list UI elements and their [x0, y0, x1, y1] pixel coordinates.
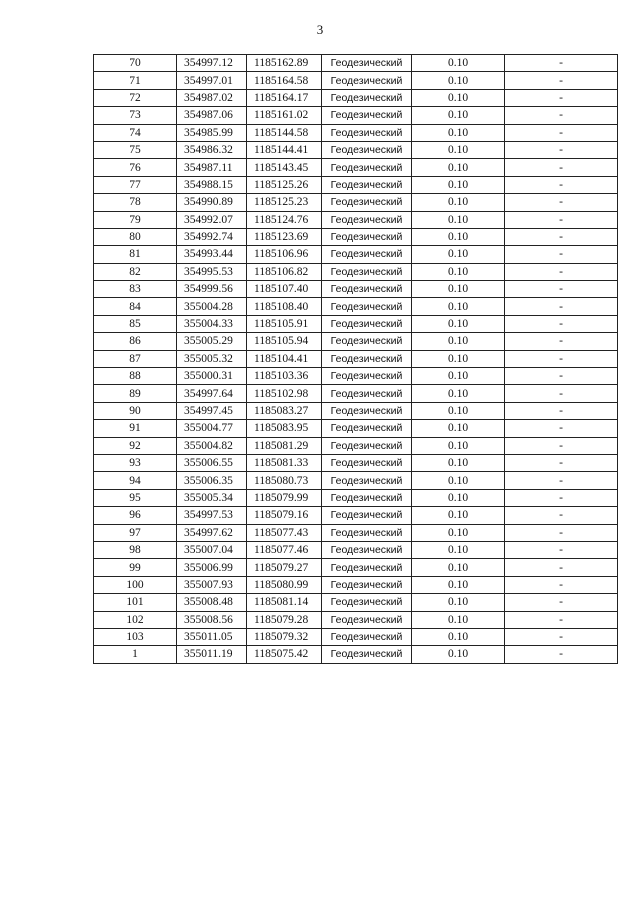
y-coordinate-cell: 1185123.69	[247, 228, 322, 245]
table-row	[94, 576, 618, 593]
point-number-cell: 101	[94, 594, 177, 611]
y-coordinate-cell: 1185164.17	[247, 89, 322, 106]
accuracy-cell: 0.10	[412, 541, 505, 558]
note-cell: -	[505, 107, 618, 124]
method-cell: Геодезический	[322, 194, 412, 211]
x-coordinate-cell: 355011.19	[177, 646, 247, 663]
method-cell: Геодезический	[322, 72, 412, 89]
point-number-cell: 81	[94, 246, 177, 263]
table-row	[94, 385, 618, 402]
note-cell: -	[505, 263, 618, 280]
table-row	[94, 559, 618, 576]
note-cell: -	[505, 646, 618, 663]
accuracy-cell: 0.10	[412, 559, 505, 576]
method-cell: Геодезический	[322, 228, 412, 245]
note-cell: -	[505, 541, 618, 558]
accuracy-cell: 0.10	[412, 315, 505, 332]
table-row	[94, 281, 618, 298]
method-cell: Геодезический	[322, 368, 412, 385]
method-cell: Геодезический	[322, 298, 412, 315]
table-row	[94, 246, 618, 263]
note-cell: -	[505, 611, 618, 628]
table-row	[94, 141, 618, 158]
y-coordinate-cell: 1185143.45	[247, 159, 322, 176]
method-cell: Геодезический	[322, 315, 412, 332]
x-coordinate-cell: 354997.62	[177, 524, 247, 541]
table-row	[94, 594, 618, 611]
point-number-cell: 76	[94, 159, 177, 176]
accuracy-cell: 0.10	[412, 176, 505, 193]
method-cell: Геодезический	[322, 281, 412, 298]
x-coordinate-cell: 355008.56	[177, 611, 247, 628]
y-coordinate-cell: 1185103.36	[247, 368, 322, 385]
accuracy-cell: 0.10	[412, 298, 505, 315]
table-row	[94, 89, 618, 106]
point-number-cell: 72	[94, 89, 177, 106]
table-row	[94, 315, 618, 332]
table-row	[94, 228, 618, 245]
x-coordinate-cell: 354997.45	[177, 402, 247, 419]
note-cell: -	[505, 246, 618, 263]
note-cell: -	[505, 472, 618, 489]
y-coordinate-cell: 1185079.99	[247, 489, 322, 506]
point-number-cell: 87	[94, 350, 177, 367]
table-row	[94, 646, 618, 663]
x-coordinate-cell: 354997.12	[177, 55, 247, 72]
method-cell: Геодезический	[322, 159, 412, 176]
x-coordinate-cell: 354997.01	[177, 72, 247, 89]
point-number-cell: 91	[94, 420, 177, 437]
x-coordinate-cell: 354990.89	[177, 194, 247, 211]
accuracy-cell: 0.10	[412, 368, 505, 385]
y-coordinate-cell: 1185125.23	[247, 194, 322, 211]
y-coordinate-cell: 1185107.40	[247, 281, 322, 298]
y-coordinate-cell: 1185102.98	[247, 385, 322, 402]
accuracy-cell: 0.10	[412, 211, 505, 228]
method-cell: Геодезический	[322, 211, 412, 228]
accuracy-cell: 0.10	[412, 594, 505, 611]
x-coordinate-cell: 354987.06	[177, 107, 247, 124]
accuracy-cell: 0.10	[412, 55, 505, 72]
table-row	[94, 524, 618, 541]
y-coordinate-cell: 1185144.41	[247, 141, 322, 158]
x-coordinate-cell: 354999.56	[177, 281, 247, 298]
table-row	[94, 628, 618, 645]
y-coordinate-cell: 1185081.14	[247, 594, 322, 611]
y-coordinate-cell: 1185106.96	[247, 246, 322, 263]
note-cell: -	[505, 315, 618, 332]
table-row	[94, 176, 618, 193]
table-row	[94, 72, 618, 89]
y-coordinate-cell: 1185125.26	[247, 176, 322, 193]
accuracy-cell: 0.10	[412, 437, 505, 454]
method-cell: Геодезический	[322, 489, 412, 506]
point-number-cell: 99	[94, 559, 177, 576]
x-coordinate-cell: 354988.15	[177, 176, 247, 193]
accuracy-cell: 0.10	[412, 524, 505, 541]
x-coordinate-cell: 354997.64	[177, 385, 247, 402]
coordinates-table	[93, 54, 618, 664]
note-cell: -	[505, 594, 618, 611]
accuracy-cell: 0.10	[412, 159, 505, 176]
method-cell: Геодезический	[322, 402, 412, 419]
accuracy-cell: 0.10	[412, 507, 505, 524]
point-number-cell: 97	[94, 524, 177, 541]
table-row	[94, 368, 618, 385]
table-row	[94, 454, 618, 471]
note-cell: -	[505, 72, 618, 89]
accuracy-cell: 0.10	[412, 350, 505, 367]
point-number-cell: 88	[94, 368, 177, 385]
y-coordinate-cell: 1185079.32	[247, 628, 322, 645]
table-row	[94, 211, 618, 228]
method-cell: Геодезический	[322, 141, 412, 158]
method-cell: Геодезический	[322, 646, 412, 663]
y-coordinate-cell: 1185080.99	[247, 576, 322, 593]
note-cell: -	[505, 228, 618, 245]
method-cell: Геодезический	[322, 576, 412, 593]
y-coordinate-cell: 1185108.40	[247, 298, 322, 315]
method-cell: Геодезический	[322, 246, 412, 263]
note-cell: -	[505, 281, 618, 298]
x-coordinate-cell: 354993.44	[177, 246, 247, 263]
table-row	[94, 263, 618, 280]
point-number-cell: 90	[94, 402, 177, 419]
x-coordinate-cell: 355005.34	[177, 489, 247, 506]
point-number-cell: 82	[94, 263, 177, 280]
x-coordinate-cell: 354992.74	[177, 228, 247, 245]
x-coordinate-cell: 355007.93	[177, 576, 247, 593]
x-coordinate-cell: 355006.35	[177, 472, 247, 489]
table-row	[94, 489, 618, 506]
accuracy-cell: 0.10	[412, 281, 505, 298]
x-coordinate-cell: 355004.82	[177, 437, 247, 454]
table-row	[94, 298, 618, 315]
point-number-cell: 1	[94, 646, 177, 663]
point-number-cell: 95	[94, 489, 177, 506]
method-cell: Геодезический	[322, 524, 412, 541]
y-coordinate-cell: 1185162.89	[247, 55, 322, 72]
note-cell: -	[505, 350, 618, 367]
method-cell: Геодезический	[322, 89, 412, 106]
table-row	[94, 472, 618, 489]
note-cell: -	[505, 159, 618, 176]
accuracy-cell: 0.10	[412, 646, 505, 663]
accuracy-cell: 0.10	[412, 194, 505, 211]
point-number-cell: 102	[94, 611, 177, 628]
accuracy-cell: 0.10	[412, 124, 505, 141]
point-number-cell: 85	[94, 315, 177, 332]
accuracy-cell: 0.10	[412, 402, 505, 419]
table-row	[94, 437, 618, 454]
method-cell: Геодезический	[322, 472, 412, 489]
table-row	[94, 350, 618, 367]
x-coordinate-cell: 354986.32	[177, 141, 247, 158]
x-coordinate-cell: 355004.33	[177, 315, 247, 332]
accuracy-cell: 0.10	[412, 385, 505, 402]
method-cell: Геодезический	[322, 263, 412, 280]
accuracy-cell: 0.10	[412, 489, 505, 506]
method-cell: Геодезический	[322, 507, 412, 524]
y-coordinate-cell: 1185105.91	[247, 315, 322, 332]
x-coordinate-cell: 354997.53	[177, 507, 247, 524]
table-row	[94, 124, 618, 141]
y-coordinate-cell: 1185161.02	[247, 107, 322, 124]
note-cell: -	[505, 141, 618, 158]
y-coordinate-cell: 1185080.73	[247, 472, 322, 489]
point-number-cell: 77	[94, 176, 177, 193]
point-number-cell: 86	[94, 333, 177, 350]
y-coordinate-cell: 1185079.27	[247, 559, 322, 576]
note-cell: -	[505, 368, 618, 385]
note-cell: -	[505, 489, 618, 506]
point-number-cell: 98	[94, 541, 177, 558]
y-coordinate-cell: 1185081.29	[247, 437, 322, 454]
y-coordinate-cell: 1185083.27	[247, 402, 322, 419]
x-coordinate-cell: 355004.28	[177, 298, 247, 315]
accuracy-cell: 0.10	[412, 141, 505, 158]
note-cell: -	[505, 402, 618, 419]
point-number-cell: 71	[94, 72, 177, 89]
method-cell: Геодезический	[322, 594, 412, 611]
y-coordinate-cell: 1185104.41	[247, 350, 322, 367]
point-number-cell: 73	[94, 107, 177, 124]
y-coordinate-cell: 1185079.28	[247, 611, 322, 628]
point-number-cell: 80	[94, 228, 177, 245]
table-row	[94, 159, 618, 176]
note-cell: -	[505, 437, 618, 454]
x-coordinate-cell: 354995.53	[177, 263, 247, 280]
accuracy-cell: 0.10	[412, 263, 505, 280]
method-cell: Геодезический	[322, 437, 412, 454]
accuracy-cell: 0.10	[412, 420, 505, 437]
y-coordinate-cell: 1185106.82	[247, 263, 322, 280]
method-cell: Геодезический	[322, 541, 412, 558]
note-cell: -	[505, 89, 618, 106]
table-row	[94, 194, 618, 211]
y-coordinate-cell: 1185083.95	[247, 420, 322, 437]
note-cell: -	[505, 385, 618, 402]
point-number-cell: 93	[94, 454, 177, 471]
page-number: 3	[316, 22, 324, 37]
point-number-cell: 70	[94, 55, 177, 72]
table-row	[94, 55, 618, 72]
point-number-cell: 89	[94, 385, 177, 402]
method-cell: Геодезический	[322, 611, 412, 628]
method-cell: Геодезический	[322, 176, 412, 193]
table-row	[94, 507, 618, 524]
method-cell: Геодезический	[322, 55, 412, 72]
note-cell: -	[505, 298, 618, 315]
note-cell: -	[505, 55, 618, 72]
x-coordinate-cell: 355011.05	[177, 628, 247, 645]
point-number-cell: 94	[94, 472, 177, 489]
point-number-cell: 92	[94, 437, 177, 454]
method-cell: Геодезический	[322, 350, 412, 367]
note-cell: -	[505, 524, 618, 541]
x-coordinate-cell: 355007.04	[177, 541, 247, 558]
y-coordinate-cell: 1185124.76	[247, 211, 322, 228]
accuracy-cell: 0.10	[412, 107, 505, 124]
accuracy-cell: 0.10	[412, 576, 505, 593]
table-row	[94, 402, 618, 419]
table-row	[94, 420, 618, 437]
point-number-cell: 79	[94, 211, 177, 228]
y-coordinate-cell: 1185075.42	[247, 646, 322, 663]
point-number-cell: 74	[94, 124, 177, 141]
table-row	[94, 541, 618, 558]
x-coordinate-cell: 355004.77	[177, 420, 247, 437]
note-cell: -	[505, 559, 618, 576]
x-coordinate-cell: 354987.02	[177, 89, 247, 106]
x-coordinate-cell: 355006.55	[177, 454, 247, 471]
accuracy-cell: 0.10	[412, 472, 505, 489]
y-coordinate-cell: 1185079.16	[247, 507, 322, 524]
table-row	[94, 333, 618, 350]
y-coordinate-cell: 1185164.58	[247, 72, 322, 89]
note-cell: -	[505, 333, 618, 350]
x-coordinate-cell: 355005.29	[177, 333, 247, 350]
note-cell: -	[505, 420, 618, 437]
x-coordinate-cell: 354985.99	[177, 124, 247, 141]
method-cell: Геодезический	[322, 559, 412, 576]
x-coordinate-cell: 355006.99	[177, 559, 247, 576]
method-cell: Геодезический	[322, 333, 412, 350]
note-cell: -	[505, 507, 618, 524]
note-cell: -	[505, 454, 618, 471]
note-cell: -	[505, 628, 618, 645]
accuracy-cell: 0.10	[412, 454, 505, 471]
point-number-cell: 83	[94, 281, 177, 298]
point-number-cell: 84	[94, 298, 177, 315]
table-row	[94, 611, 618, 628]
x-coordinate-cell: 355008.48	[177, 594, 247, 611]
x-coordinate-cell: 355000.31	[177, 368, 247, 385]
point-number-cell: 78	[94, 194, 177, 211]
accuracy-cell: 0.10	[412, 333, 505, 350]
note-cell: -	[505, 576, 618, 593]
method-cell: Геодезический	[322, 454, 412, 471]
accuracy-cell: 0.10	[412, 611, 505, 628]
note-cell: -	[505, 194, 618, 211]
y-coordinate-cell: 1185105.94	[247, 333, 322, 350]
method-cell: Геодезический	[322, 420, 412, 437]
accuracy-cell: 0.10	[412, 246, 505, 263]
point-number-cell: 75	[94, 141, 177, 158]
y-coordinate-cell: 1185144.58	[247, 124, 322, 141]
note-cell: -	[505, 124, 618, 141]
y-coordinate-cell: 1185077.43	[247, 524, 322, 541]
accuracy-cell: 0.10	[412, 89, 505, 106]
accuracy-cell: 0.10	[412, 228, 505, 245]
coordinates-table-body	[94, 55, 618, 664]
point-number-cell: 103	[94, 628, 177, 645]
method-cell: Геодезический	[322, 385, 412, 402]
x-coordinate-cell: 354987.11	[177, 159, 247, 176]
table-row	[94, 107, 618, 124]
y-coordinate-cell: 1185081.33	[247, 454, 322, 471]
x-coordinate-cell: 355005.32	[177, 350, 247, 367]
accuracy-cell: 0.10	[412, 72, 505, 89]
method-cell: Геодезический	[322, 628, 412, 645]
y-coordinate-cell: 1185077.46	[247, 541, 322, 558]
accuracy-cell: 0.10	[412, 628, 505, 645]
note-cell: -	[505, 176, 618, 193]
note-cell: -	[505, 211, 618, 228]
x-coordinate-cell: 354992.07	[177, 211, 247, 228]
method-cell: Геодезический	[322, 107, 412, 124]
point-number-cell: 100	[94, 576, 177, 593]
point-number-cell: 96	[94, 507, 177, 524]
method-cell: Геодезический	[322, 124, 412, 141]
